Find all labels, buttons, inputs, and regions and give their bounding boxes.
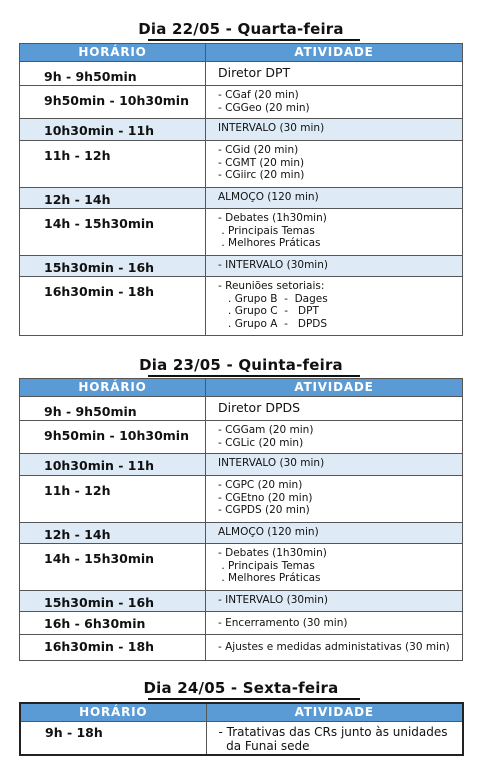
activity-line: - CGEtno (20 min) <box>218 491 313 504</box>
table-row <box>20 721 463 755</box>
schedule-table <box>19 378 463 661</box>
activity-cell <box>206 62 463 86</box>
activity-line: - CGLic (20 min) <box>218 436 304 449</box>
activity-line: - Tratativas das CRs junto às unidades <box>218 724 448 739</box>
activity-cell <box>206 256 463 277</box>
activity-cell <box>206 421 463 454</box>
time-cell: 9h - 9h50min <box>20 397 206 421</box>
activity-cell <box>206 141 463 188</box>
activity-line: . Grupo C - DPT <box>218 305 319 317</box>
activity-line: - Reuniões setoriais: <box>218 280 325 292</box>
activity-line: - CGPDS (20 min) <box>218 504 310 516</box>
activity-line: ALMOÇO (120 min) <box>218 191 319 203</box>
table-row <box>20 544 463 591</box>
column-header-time: HORÁRIO <box>20 44 206 62</box>
table-row <box>20 86 463 119</box>
activity-line: - Debates (1h30min) <box>218 212 327 224</box>
time-cell: 15h30min - 16h <box>20 256 206 277</box>
activity-line: INTERVALO (30 min) <box>218 457 325 469</box>
table-row <box>20 209 463 256</box>
activity-line: da Funai sede <box>218 738 310 753</box>
activity-cell <box>206 612 463 635</box>
table-row <box>20 277 463 336</box>
activity-cell <box>206 454 463 476</box>
activity-cell <box>206 86 463 119</box>
table-row <box>20 141 463 188</box>
time-cell: 11h - 12h <box>20 476 206 523</box>
activity-line: - CGid (20 min) <box>218 144 299 156</box>
activity-line: - CGGeo (20 min) <box>218 101 310 114</box>
table-row-highlight <box>20 119 463 141</box>
day-title: Dia 22/05 - Quarta-feira <box>138 20 344 38</box>
time-cell: 12h - 14h <box>20 188 206 209</box>
table-row-highlight <box>20 591 463 612</box>
time-cell: 16h30min - 18h <box>20 635 206 661</box>
activity-line: - Encerramento (30 min) <box>218 617 348 629</box>
activity-line: . Principais Temas <box>218 559 315 572</box>
table-row-highlight <box>20 256 463 277</box>
time-cell: 10h30min - 11h <box>20 454 206 476</box>
table-row <box>20 612 463 635</box>
activity-line: - CGGam (20 min) <box>218 424 314 436</box>
table-row <box>20 421 463 454</box>
schedule-table <box>19 43 463 336</box>
column-header-activity: ATIVIDADE <box>206 44 463 62</box>
table-header-row <box>20 44 463 62</box>
time-cell: 9h50min - 10h30min <box>20 421 206 454</box>
table-row <box>20 397 463 421</box>
table-header-row <box>20 379 463 397</box>
column-header-time: HORÁRIO <box>20 379 206 397</box>
activity-line: Diretor DPT <box>218 65 291 80</box>
table-row <box>20 62 463 86</box>
activity-line: . Melhores Práticas <box>218 237 321 249</box>
activity-line: . Melhores Práticas <box>218 572 321 584</box>
activity-line: - CGMT (20 min) <box>218 156 305 169</box>
activity-line: - CGPC (20 min) <box>218 479 303 491</box>
time-cell: 15h30min - 16h <box>20 591 206 612</box>
activity-line: - Debates (1h30min) <box>218 547 327 559</box>
title-underline <box>148 39 360 41</box>
activity-cell <box>206 476 463 523</box>
activity-line: . Principais Temas <box>218 224 315 237</box>
activity-cell <box>206 635 463 661</box>
activity-line: INTERVALO (30 min) <box>218 122 325 134</box>
schedule-table <box>19 702 464 756</box>
activity-line: - INTERVALO (30min) <box>218 259 328 271</box>
activity-cell <box>206 209 463 256</box>
activity-line: - CGaf (20 min) <box>218 89 299 101</box>
activity-cell <box>206 523 463 544</box>
activity-line: Diretor DPDS <box>218 400 301 415</box>
day-title: Dia 23/05 - Quinta-feira <box>139 356 343 374</box>
title-underline <box>148 375 360 377</box>
activity-cell <box>206 188 463 209</box>
table-row <box>20 476 463 523</box>
time-cell: 9h - 18h <box>20 721 206 755</box>
time-cell: 14h - 15h30min <box>20 209 206 256</box>
time-cell: 14h - 15h30min <box>20 544 206 591</box>
column-header-activity: ATIVIDADE <box>206 703 463 721</box>
activity-cell <box>206 591 463 612</box>
table-row-highlight <box>20 188 463 209</box>
activity-line: . Grupo B - Dages <box>218 292 328 305</box>
time-cell: 11h - 12h <box>20 141 206 188</box>
activity-cell <box>206 119 463 141</box>
activity-line: - Ajustes e medidas administativas (30 min) <box>218 641 450 653</box>
activity-line: ALMOÇO (120 min) <box>218 526 319 538</box>
time-cell: 10h30min - 11h <box>20 119 206 141</box>
activity-cell <box>206 277 463 336</box>
time-cell: 12h - 14h <box>20 523 206 544</box>
time-cell: 9h - 9h50min <box>20 62 206 86</box>
time-cell: 16h - 6h30min <box>20 612 206 635</box>
activity-cell <box>206 544 463 591</box>
activity-cell <box>206 721 463 755</box>
day-title: Dia 24/05 - Sexta-feira <box>143 679 339 697</box>
activity-line: . Grupo A - DPDS <box>218 317 328 330</box>
column-header-time: HORÁRIO <box>20 703 206 721</box>
activity-line: - CGiirc (20 min) <box>218 169 305 181</box>
table-row-highlight <box>20 523 463 544</box>
time-cell: 9h50min - 10h30min <box>20 86 206 119</box>
column-header-activity: ATIVIDADE <box>206 379 463 397</box>
table-row <box>20 635 463 661</box>
activity-cell <box>206 397 463 421</box>
title-underline <box>148 698 360 700</box>
activity-line: - INTERVALO (30min) <box>218 594 328 606</box>
table-header-row <box>20 703 463 721</box>
time-cell: 16h30min - 18h <box>20 277 206 336</box>
table-row-highlight <box>20 454 463 476</box>
